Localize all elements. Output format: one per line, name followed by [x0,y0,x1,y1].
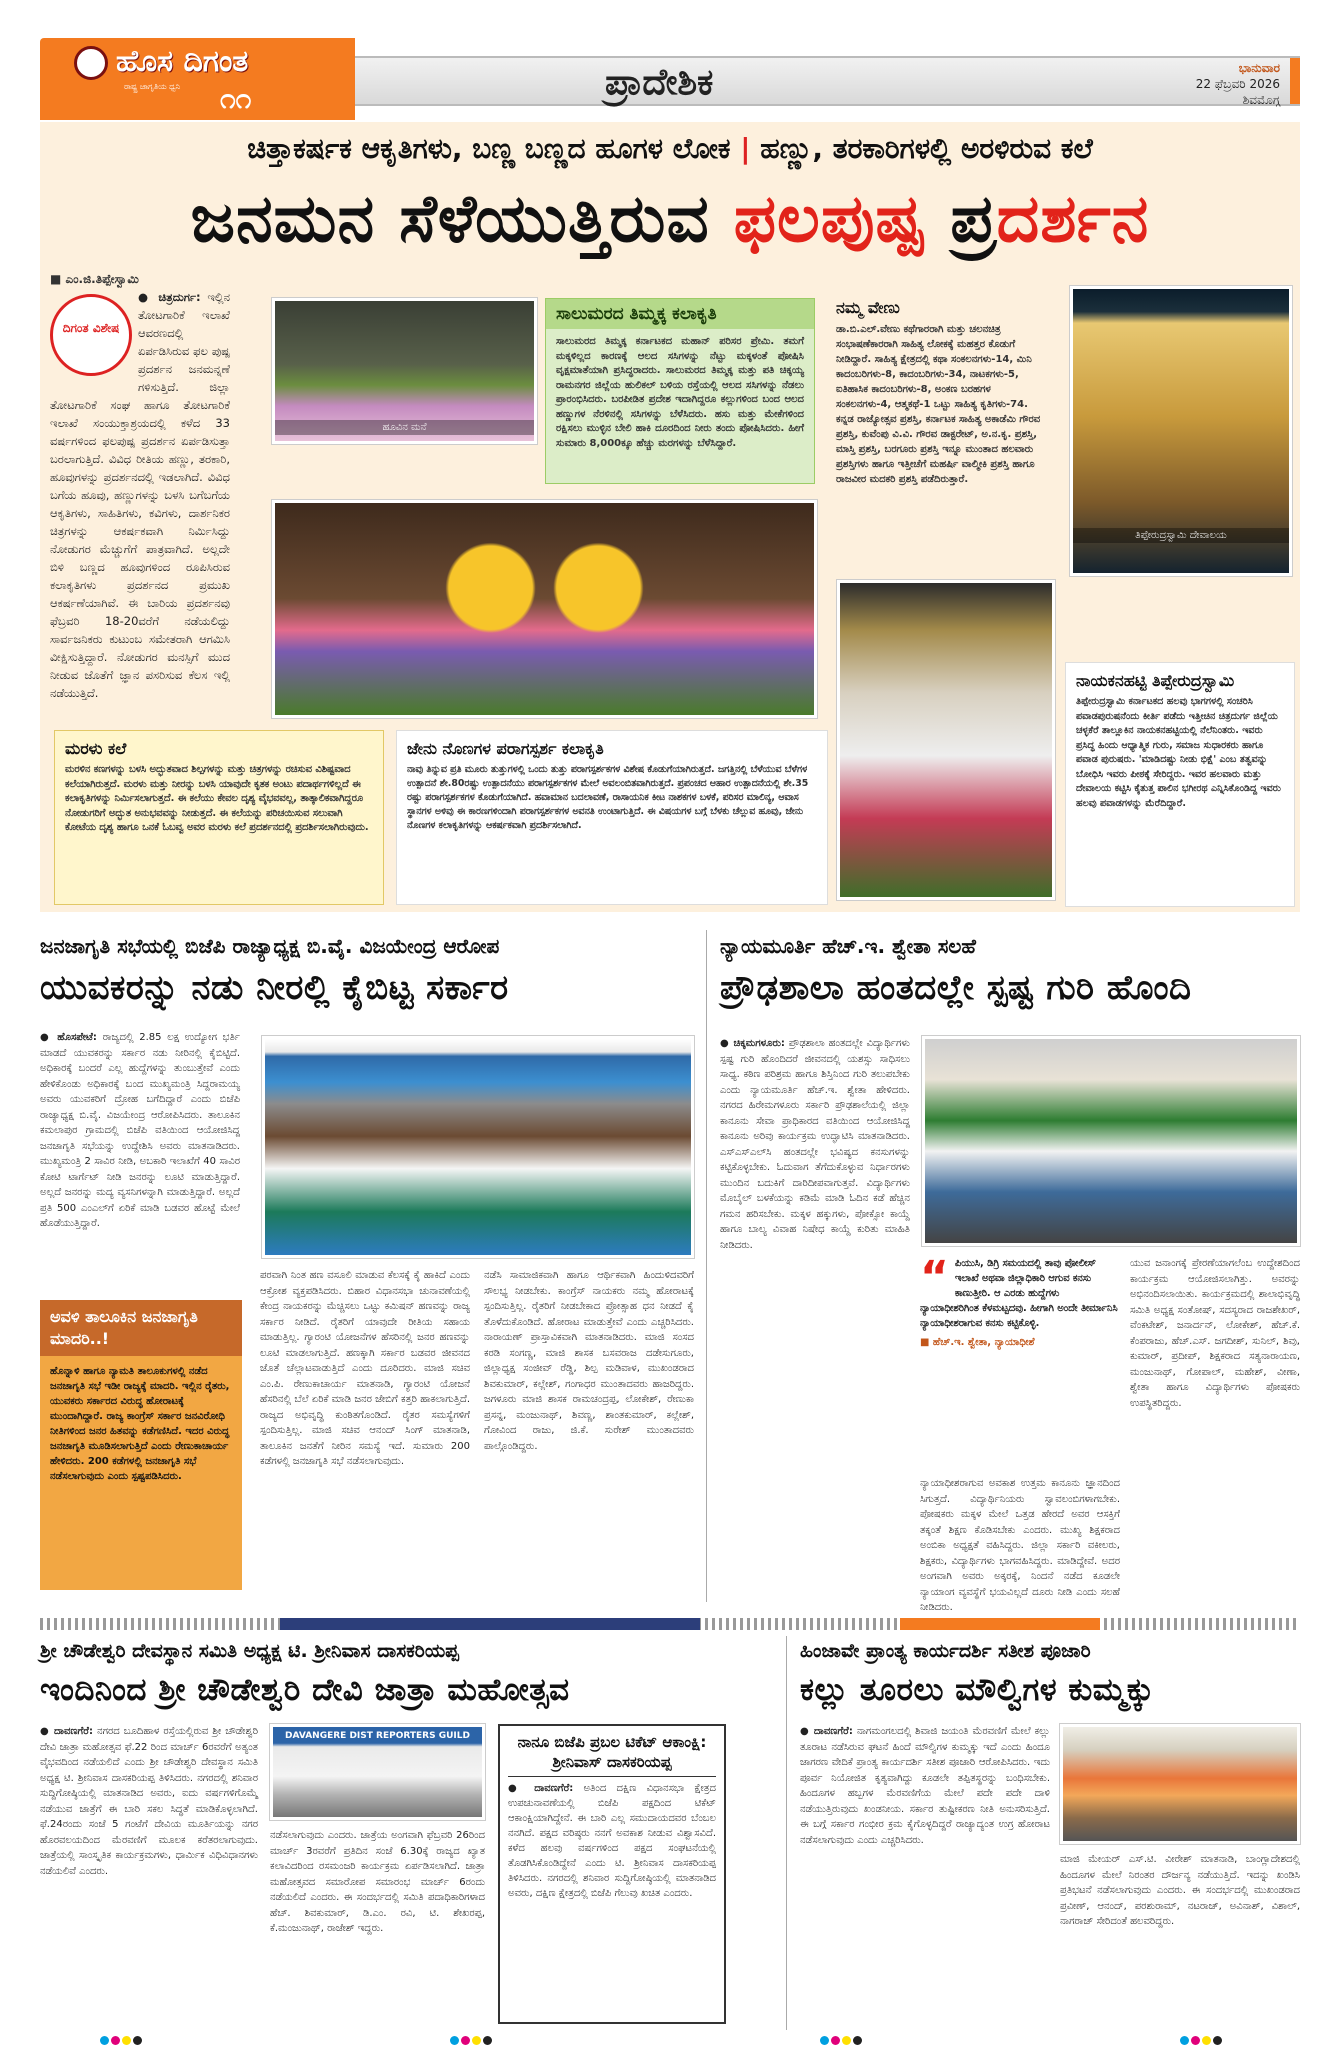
judge-quote [920,1252,1120,1471]
jenu-body: ನಾವು ತಿನ್ನುವ ಪ್ರತಿ ಮೂರು ತುತ್ತುಗಳಲ್ಲಿ ಒಂದು ತುತ್ತು ಪರಾಗಸ್ಪರ್ಶಕಗಳ ವಿಶೇಷ ಕೊಡುಗೆಯಾಗಿರುತ್ತದೆ. ಜಗತ್ತಿನಲ್ಲಿ ಬೆಳೆಯುವ ಬೆಳೆಗಳ ಉತ್ಪಾದನೆ ಶೇ.80ರಷ್ಟು ಉತ್ಪಾದನೆಯು ಪರಾಗಸ್ಪರ್ಶಕಗಳ ಮೇಲೆ ಅವಲಂಬಿತವಾಗಿರುತ್ತದೆ. ಪ್ರಪಂಚದ ಆಹಾರ ಉತ್ಪಾದನೆಯಲ್ಲಿ ಶೇ.35 ರಷ್ಟು ಪರಾಗಸ್ಪರ್ಶಕಗಳ ಕೊಡುಗೆಯಾಗಿದೆ. ಹವಾಮಾನ ಬದಲಾವಣೆ, ರಾಸಾಯನಿಕ ಕೀಟ ನಾಶಕಗಳ ಬಳಕೆ, ಪರಿಸರ ಮಾಲಿನ್ಯ, ಆವಾಸ ಸ್ಥಾನಗಳ ಅಳಿವು ಈ ಕಾರಣಗಳಿಂದಾಗಿ ಪರಾಗಸ್ಪರ್ಶಕಗಳ ಅವನತಿ ಉಂಟಾಗುತ್ತಿದೆ. ಈ ವಿಷಯಗಳ ಬಗ್ಗೆ ಬೆಳಕು ಚೆಲ್ಲುವ ಹೂವು, ಜೇನು ನೊಣಗಳ ಕಲಾಕೃತಿಗಳನ್ನು ಆಕರ್ಷಕವಾಗಿ ಪ್ರದರ್ಶಿಸಲಾಗಿದೆ. [407,764,809,831]
saalumarada-box [545,298,815,484]
judge-kicker: ನ್ಯಾಯಮೂರ್ತಿ ಹೆಚ್.ಇ. ಶ್ವೇತಾ ಸಲಹೆ [720,934,976,958]
feature-headline[interactable] [40,180,1300,259]
headline-part-b: ಫಲಪುಷ್ಪ [733,180,927,257]
photo-portrait-flowers[interactable] [837,580,1055,900]
bjp-sidebar-title: ಅವಳಿ ತಾಲೂಕಿನ ಜನಜಾಗೃತಿ ಮಾದರಿ..! [40,1300,242,1356]
feature-section [40,122,1300,912]
byline: ■ ಎಂ.ಜಿ.ತಿಪ್ಪೇಸ್ವಾಮಿ [50,272,139,286]
cmyk-registration-icon [450,2030,500,2040]
bjp-kicker: ಜನಜಾಗೃತಿ ಸಭೆಯಲ್ಲಿ ಬಿಜೆಪಿ ರಾಜ್ಯಾಧ್ಯಕ್ಷ ಬಿ.ವೈ. ವಿಜಯೇಂದ್ರ ಆರೋಪ [40,934,500,958]
kicker-separator: | [740,132,751,165]
date-block [1196,60,1280,108]
feature-body-text: ಇಲ್ಲಿನ ತೋಟಗಾರಿಕೆ ಇಲಾಖೆ ಆವರಣದಲ್ಲಿ ಏರ್ಪಡಿಸಿರುವ ಫಲ ಪುಷ್ಪ ಪ್ರದರ್ಶನ ಜನಮನ್ನಣೆ ಗಳಿಸುತ್ತಿದೆ. ಜಿಲ್ಲಾ ತೋಟಗಾರಿಕೆ ಸಂಘ ಹಾಗೂ ತೋಟಗಾರಿಕೆ ಇಲಾಖೆ ಸಂಯುಕ್ತಾಶ್ರಯದಲ್ಲಿ ಕಳೆದ 33 ವರ್ಷಗಳಿಂದ ಫಲಪುಷ್ಪ ಪ್ರದರ್ಶನ ಏರ್ಪಡಿಸುತ್ತಾ ಬರಲಾಗುತ್ತಿದೆ. ವಿವಿಧ ರೀತಿಯ ಹಣ್ಣು, ತರಕಾರಿ, ಹೂವುಗಳನ್ನು ಪ್ರದರ್ಶನದಲ್ಲಿ ಇಡಲಾಗಿದೆ. ವಿವಿಧ ಬಗೆಯ ಹೂವು, ಹಣ್ಣುಗಳನ್ನು ಬಳಸಿ ಬಗೆಬಗೆಯ ಆಕೃತಿಗಳು, ಸಾಹಿತಿಗಳು, ಕವಿಗಳು, ದಾರ್ಶನಿಕರ ಚಿತ್ರಗಳನ್ನು ಆಕರ್ಷಕವಾಗಿ ನಿರ್ಮಿಸಿದ್ದು ನೋಡುಗರ ಮೆಚ್ಚುಗೆಗೆ ಪಾತ್ರವಾಗಿದೆ. ಅಲ್ಲದೇ ಬಿಳಿ ಬಣ್ಣದ ಹೂವುಗಳಿಂದ ರೂಪಿಸಿರುವ ಕಲಾಕೃತಿಗಳು ಪ್ರದರ್ಶನದ ಪ್ರಮುಖ ಆಕರ್ಷಣೆಯಾಗಿವೆ. ಈ ಬಾರಿಯ ಪ್ರದರ್ಶನವು ಫೆಬ್ರವರಿ 18-20ವರೆಗೆ ನಡೆಯಲಿದ್ದು ಸಾರ್ವಜನಿಕರು ಕುಟುಂಬ ಸಮೇತರಾಗಿ ಆಗಮಿಸಿ ವೀಕ್ಷಿಸುತ್ತಿದ್ದಾರೆ. ನೋಡುಗರ ಮನಸ್ಸಿಗೆ ಮುದ ನೀಡುವ ಜೊತೆಗೆ ಜ್ಞಾನ ಪಸರಿಸುವ ಕೆಲಸ ಇಲ್ಲಿ ನಡೆಯುತ್ತಿದೆ. [50,290,230,700]
ticket-inset [498,1724,726,2024]
rally-kicker: ಹಿಂಜಾವೇ ಪ್ರಾಂತ್ಯ ಕಾರ್ಯದರ್ಶಿ ಸತೀಶ ಪೂಜಾರಿ [800,1640,1091,1662]
headline-part-d: ದರ್ಶನ [996,180,1150,257]
jenu-title: ಜೇನು ನೊಣಗಳ ಪರಾಗಸ್ಪರ್ಶ ಕಲಾಕೃತಿ [407,739,604,758]
photo-bee-flowers[interactable] [272,500,817,718]
bjp-headline[interactable]: ಯುವಕರನ್ನು ನಡು ನೀರಲ್ಲಿ ಕೈಬಿಟ್ಟ ಸರ್ಕಾರ [40,968,509,1008]
kicker-right: ಹಣ್ಣು, ತರಕಾರಿಗಳಲ್ಲಿ ಅರಳಿರುವ ಕಲೆ [760,132,1093,165]
day-label: ಭಾನುವಾರ [1238,61,1280,75]
photo-press-meet[interactable] [270,1724,485,1820]
rally-col1 [800,1724,1050,2024]
rally-col1-text: ನಾಗಮಂಗಲದಲ್ಲಿ ಶಿವಾಜಿ ಜಯಂತಿ ಮೆರವಣಿಗೆ ಮೇಲೆ ಕಲ್ಲು ತೂರಾಟ ನಡೆಸಿರುವ ಘಟನೆ ಹಿಂದೆ ಮೌಲ್ವಿಗಳ ಕುಮ್ಮಕ್ಕು ಇದೆ ಎಂದು ಹಿಂದೂ ಜಾಗರಣ ವೇದಿಕೆ ಪ್ರಾಂತ್ಯ ಕಾರ್ಯದರ್ಶಿ ಸತೀಶ ಪೂಜಾರಿ ಆರೋಪಿಸಿದರು. ಇದು ಪೂರ್ವ ನಿಯೋಜಿತ ಕೃತ್ಯವಾಗಿದ್ದು ಕೂಡಲೇ ತಪ್ಪಿತಸ್ಥರನ್ನು ಬಂಧಿಸಬೇಕು. ಹಿಂದೂಗಳ ಹಬ್ಬಗಳ ಮೆರವಣಿಗೆಯ ಮೇಲೆ ಪದೇ ಪದೇ ದಾಳಿ ನಡೆಯುತ್ತಿರುವುದು ಖಂಡನೀಯ. ಸರ್ಕಾರ ತುಷ್ಟೀಕರಣ ನೀತಿ ಅನುಸರಿಸುತ್ತಿದೆ. ಈ ಬಗ್ಗೆ ಸರ್ಕಾರ ಗಂಭೀರ ಕ್ರಮ ಕೈಗೊಳ್ಳದಿದ್ದರೆ ರಾಜ್ಯಾದ್ಯಂತ ಉಗ್ರ ಹೋರಾಟ ನಡೆಸಲಾಗುವುದು ಎಂದು ಎಚ್ಚರಿಸಿದರು. [800,1726,1050,1846]
marulu-box [54,730,384,905]
temple-headline[interactable]: ಇಂದಿನಿಂದ ಶ್ರೀ ಚೌಡೇಶ್ವರಿ ದೇವಿ ಜಾತ್ರಾ ಮಹೋತ್ಸವ [40,1672,570,1708]
temple-kicker: ಶ್ರೀ ಚೌಡೇಶ್ವರಿ ದೇವಸ್ಥಾನ ಸಮಿತಿ ಅಧ್ಯಕ್ಷ ಟಿ. ಶ್ರೀನಿವಾಸ ದಾಸಕರಿಯಪ್ಪ [40,1640,459,1662]
namma-venu-box [830,294,1048,562]
section-divider [40,1618,1300,1630]
column-divider [706,930,707,1602]
judge-col1-text: ಪ್ರೌಢಶಾಲಾ ಹಂತದಲ್ಲೇ ವಿದ್ಯಾರ್ಥಿಗಳು ಸ್ಪಷ್ಟ ಗುರಿ ಹೊಂದಿದರೆ ಜೀವನದಲ್ಲಿ ಯಶಸ್ಸು ಸಾಧಿಸಲು ಸಾಧ್ಯ. ಕಠಿಣ ಪರಿಶ್ರಮ ಹಾಗೂ ಶಿಸ್ತಿನಿಂದ ಗುರಿ ತಲುಪಬೇಕು ಎಂದು ನ್ಯಾಯಮೂರ್ತಿ ಹೆಚ್.ಇ. ಶ್ವೇತಾ ಹೇಳಿದರು. ನಗರದ ಹಿರೇಮಗಳೂರು ಸರ್ಕಾರಿ ಪ್ರೌಢಶಾಲೆಯಲ್ಲಿ ಜಿಲ್ಲಾ ಕಾನೂನು ಸೇವಾ ಪ್ರಾಧಿಕಾರದ ವತಿಯಿಂದ ಆಯೋಜಿಸಿದ್ದ ಕಾನೂನು ಅರಿವು ಕಾರ್ಯಕ್ರಮ ಉದ್ಘಾಟಿಸಿ ಮಾತನಾಡಿದರು. ಎಸ್‌ಎಸ್‌ಎಲ್‌ಸಿ ಹಂತದಲ್ಲೇ ಭವಿಷ್ಯದ ಕನಸುಗಳನ್ನು ಕಟ್ಟಿಕೊಳ್ಳಬೇಕು. ಓದುವಾಗ ತೆಗೆದುಕೊಳ್ಳುವ ನಿರ್ಧಾರಗಳು ಮುಂದಿನ ಬದುಕಿಗೆ ದಾರಿದೀಪವಾಗುತ್ತವೆ. ವಿದ್ಯಾರ್ಥಿಗಳು ಮೊಬೈಲ್ ಬಳಕೆಯನ್ನು ಕಡಿಮೆ ಮಾಡಿ ಓದಿನ ಕಡೆ ಹೆಚ್ಚಿನ ಗಮನ ಹರಿಸಬೇಕು. ಮಕ್ಕಳ ಹಕ್ಕುಗಳು, ಪೋಕ್ಸೋ ಕಾಯ್ದೆ ಹಾಗೂ ಬಾಲ್ಯ ವಿವಾಹ ನಿಷೇಧ ಕಾಯ್ದೆ ಕುರಿತು ಮಾಹಿತಿ ನೀಡಿದರು. [720,1038,910,1251]
tower-caption: ತಿಪ್ಪೇರುದ್ರಸ್ವಾಮಿ ದೇವಾಲಯ [1073,528,1289,543]
section-bar [355,56,1300,106]
bjp-col2: ಪರವಾಗಿ ನಿಂತ ಹಣ ವಸೂಲಿ ಮಾಡುವ ಕೆಲಸಕ್ಕೆ ಕೈ ಹಾಕಿದೆ ಎಂದು ಆಕ್ರೋಶ ವ್ಯಕ್ತಪಡಿಸಿದರು. ಬಿಹಾರ ವಿಧಾನಸಭಾ ಚುನಾವಣೆಯಲ್ಲಿ ಕೇಂದ್ರ ನಾಯಕರನ್ನು ಮೆಚ್ಚಿಸಲು ಒಟ್ಟು ಕಮಿಷನ್ ಹಣವನ್ನು ರಾಜ್ಯ ಸರ್ಕಾರ ನೀಡಿದೆ. ರೈತರಿಗೆ ಯಾವುದೇ ರೀತಿಯ ಸಹಾಯ ಮಾಡುತ್ತಿಲ್ಲ. ಗ್ಯಾರಂಟಿ ಯೋಜನೆಗಳ ಹೆಸರಿನಲ್ಲಿ ಜನರ ಹಣವನ್ನು ಲೂಟಿ ಮಾಡಲಾಗುತ್ತಿದೆ. ಹಣಕ್ಕಾಗಿ ಸರ್ಕಾರ ಬಡವರ ಜೀವನದ ಜೊತೆ ಚೆಲ್ಲಾಟವಾಡುತ್ತಿದೆ ಎಂದು ದೂರಿದರು. ಮಾಜಿ ಸಚಿವ ಎಂ.ಪಿ. ರೇಣುಕಾಚಾರ್ಯ ಮಾತನಾಡಿ, ಗ್ಯಾರಂಟಿ ಯೋಜನೆ ಹೆಸರಿನಲ್ಲಿ ಬೆಲೆ ಏರಿಕೆ ಮಾಡಿ ಜನರ ಜೇಬಿಗೆ ಕತ್ತರಿ ಹಾಕಲಾಗುತ್ತಿದೆ. ರಾಜ್ಯದ ಅಭಿವೃದ್ಧಿ ಕುಂಠಿತಗೊಂಡಿದೆ. ರೈತರ ಸಮಸ್ಯೆಗಳಿಗೆ ಸ್ಪಂದಿಸುತ್ತಿಲ್ಲ. ಮಾಜಿ ಸಚಿವ ಆನಂದ್ ಸಿಂಗ್ ಮಾತನಾಡಿ, ತಾಲೂಕಿನ ಜನತೆಗೆ ನೀರಿನ ಸಮಸ್ಯೆ ಇದೆ. ಸುಮಾರು 200 ಕಡೆಗಳಲ್ಲಿ ಜನಜಾಗೃತಿ ಸಭೆ ನಡೆಸಲಾಗುವುದು. [260,1270,470,1467]
inset-body [508,1781,716,1901]
judge-headline[interactable]: ಪ್ರೌಢಶಾಲಾ ಹಂತದಲ್ಲೇ ಸ್ಪಷ್ಟ ಗುರಿ ಹೊಂದಿ [720,968,1192,1008]
logo-title: ಹೊಸ ದಿಗಂತ [116,44,249,79]
newspaper-logo[interactable] [40,38,355,120]
page-number: ೧೧ [220,82,252,115]
photo-bjp-event[interactable] [262,1036,694,1258]
divider-orange [900,1618,1100,1630]
inset-body-text: ಅತಿಂದ ದಕ್ಷಿಣ ವಿಧಾನಸಭಾ ಕ್ಷೇತ್ರದ ಉಪಚುನಾವಣೆಯಲ್ಲಿ ಬಿಜೆಪಿ ಪಕ್ಷದಿಂದ ಟಿಕೆಟ್ ಆಕಾಂಕ್ಷಿಯಾಗಿದ್ದೇನೆ. ಈ ಬಾರಿ ಎಲ್ಲ ಸಮುದಾಯದವರ ಬೆಂಬಲ ನನಗಿದೆ. ಪಕ್ಷದ ವರಿಷ್ಠರು ನನಗೆ ಅವಕಾಶ ನೀಡುವ ವಿಶ್ವಾಸವಿದೆ. ಕಳೆದ ಹಲವು ವರ್ಷಗಳಿಂದ ಪಕ್ಷದ ಸಂಘಟನೆಯಲ್ಲಿ ತೊಡಗಿಸಿಕೊಂಡಿದ್ದೇನೆ ಎಂದು ಟಿ. ಶ್ರೀನಿವಾಸ ದಾಸಕರಿಯಪ್ಪ ತಿಳಿಸಿದರು. ನಗರದಲ್ಲಿ ಶನಿವಾರ ಸುದ್ದಿಗೋಷ್ಠಿಯಲ್ಲಿ ಮಾತನಾಡಿದ ಅವರು, ದಕ್ಷಿಣ ಕ್ಷೇತ್ರದಲ್ಲಿ ಬಿಜೆಪಿ ಗೆಲುವು ಖಚಿತ ಎಂದರು. [508,1783,716,1899]
nayakanahatti-body: ತಿಪ್ಪೇರುದ್ರಸ್ವಾಮಿ ಕರ್ನಾಟಕದ ಹಲವು ಭಾಗಗಳಲ್ಲಿ ಸಂಚರಿಸಿ ಪವಾಡಪುರುಷನೆಂದು ಕೀರ್ತಿ ಪಡೆದು ಇತ್ತೀಚಿನ ಚಿತ್ರದುರ್ಗ ಜಿಲ್ಲೆಯ ಚಳ್ಳಕೆರೆ ತಾಲ್ಲೂಕಿನ ನಾಯಕನಹಟ್ಟಿಯಲ್ಲಿ ನೆಲೆನಿಂತರು. ಇವರು ಪ್ರಸಿದ್ಧ ಹಿಂದು ಆಧ್ಯಾತ್ಮಿಕ ಗುರು, ಸಮಾಜ ಸುಧಾರಕರು ಹಾಗೂ ಪವಾಡ ಪುರುಷರು. 'ಮಾಡಿದಷ್ಟು ನೀಡು ಭಿಕ್ಷೆ' ಎಂಬ ತತ್ವವನ್ನು ಬೋಧಿಸಿ ಇವರು ಪೀಠಕ್ಕೆ ಸೇರಿದ್ದರು. ಇವರ ಹಲವಾರು ಮತ್ತು ದೇವಾಲಯ ಕಟ್ಟಿಸಿ ಕೈತುತ್ತ ಪಾಲಿನ ಭಗೀರಥ ಎನ್ನಿಸಿಕೊಂಡಿದ್ದ ಇವರು ಹಲವು ಪವಾಡಗಳನ್ನು ಮೆರೆದಿದ್ದಾರೆ. [1076,696,1281,809]
bjp-sidebar [40,1300,242,1590]
temple-lead-place: ● ದಾವಣಗೆರೆ: [40,1726,93,1737]
marulu-title: ಮರಳು ಕಲೆ [65,739,127,758]
photo-temple-tower[interactable] [1070,286,1292,576]
photo-caption: ಹೂವಿನ ಮನೆ [275,420,534,435]
edge-strip [1290,58,1300,104]
feature-kicker [40,132,1300,166]
temple-col2: ನಡೆಸಲಾಗುವುದು ಎಂದರು. ಜಾತ್ರೆಯ ಅಂಗವಾಗಿ ಫೆಬ್ರವರಿ 26ರಿಂದ ಮಾರ್ಚ್ 3ರವರೆಗೆ ಪ್ರತಿದಿನ ಸಂಜೆ 6.30ಕ್ಕೆ ರಾಜ್ಯದ ಖ್ಯಾತ ಕಲಾವಿದರಿಂದ ರಸಮಂಜರಿ ಕಾರ್ಯಕ್ರಮ ಏರ್ಪಡಿಸಲಾಗಿದೆ. ಜಾತ್ರಾ ಮಹೋತ್ಸವದ ಸಮಾರೋಪ ಸಮಾರಂಭ ಮಾರ್ಚ್ 6ರಂದು ನಡೆಯಲಿದೆ ಎಂದರು. ಈ ಸಂದರ್ಭದಲ್ಲಿ ಸಮಿತಿ ಪದಾಧಿಕಾರಿಗಳಾದ ಹೆಚ್. ಶಿವಕುಮಾರ್, ಡಿ.ಎಂ. ರವಿ, ಟಿ. ಶೇಖರಪ್ಪ, ಕೆ.ಮಂಜುನಾಥ್, ರಾಜೇಶ್ ಇದ್ದರು. [270,1830,485,1934]
bjp-col1 [40,1030,240,1292]
marulu-body: ಮರಳಿನ ಕಣಗಳನ್ನು ಬಳಸಿ ಅದ್ಭುತವಾದ ಶಿಲ್ಪಗಳನ್ನು ಮತ್ತು ಚಿತ್ರಗಳನ್ನು ರಚಿಸುವ ವಿಶಿಷ್ಟವಾದ ಕಲೆಯಾಗಿರುತ್ತದೆ. ಮರಳು ಮತ್ತು ನೀರನ್ನು ಬಳಸಿ ಯಾವುದೇ ಕೃತಕ ಅಂಟು ಪದಾರ್ಥಗಳಿಲ್ಲದೆ ಈ ಕಲಾಕೃತಿಗಳನ್ನು ನಿರ್ಮಿಸಲಾಗುತ್ತದೆ. ಈ ಕಲೆಯು ಕೇವಲ ದೃಶ್ಯ ವೈಭವವಲ್ಲ, ತಾತ್ಕಾಲಿಕವಾಗಿದ್ದರೂ ನೋಡುಗರಿಗೆ ಅದ್ಭುತ ಅನುಭವವನ್ನು ನೀಡುತ್ತದೆ. ಈ ಕಲೆಯನ್ನು ಪರಿಚಯಿಸುವ ಸಲುವಾಗಿ ಕೋಟೆಯ ದೃಶ್ಯ ಹಾಗೂ ಒನಕೆ ಓಬವ್ವ ಅವರ ಮರಳು ಕಲೆ ಪ್ರದರ್ಶನದಲ್ಲಿ ಪ್ರದರ್ಶಿಸಲಾಗಿರುವುದು. [65,764,369,834]
photo-rally[interactable] [1060,1724,1300,1844]
bjp-lead-place: ● ಹೊಸಪೇಟೆ: [40,1032,97,1043]
jenu-box [396,730,828,905]
divider-blue [280,1618,700,1630]
judge-col2: ನ್ಯಾಯಾಧೀಶರಾಗುವ ಅವಕಾಶ ಉತ್ತಮ ಕಾನೂನು ಜ್ಞಾನದಿಂದ ಸಿಗುತ್ತದೆ. ವಿದ್ಯಾರ್ಥಿನಿಯರು ಸ್ವಾವಲಂಬಿಗಳಾಗಬೇಕು. ಪೋಷಕರು ಮಕ್ಕಳ ಮೇಲೆ ಒತ್ತಡ ಹೇರದೆ ಅವರ ಆಸಕ್ತಿಗೆ ತಕ್ಕಂತೆ ಶಿಕ್ಷಣ ಕೊಡಿಸಬೇಕು ಎಂದರು. ಮುಖ್ಯ ಶಿಕ್ಷಕರಾದ ಅಂಬಿಕಾ ಅಧ್ಯಕ್ಷತೆ ವಹಿಸಿದ್ದರು. ಜಿಲ್ಲಾ ಸರ್ಕಾರಿ ವಕೀಲರು, ಶಿಕ್ಷಕರು, ವಿದ್ಯಾರ್ಥಿಗಳು ಭಾಗವಹಿಸಿದ್ದರು. ಮಾಡಿದ್ದೇವೆ. ಅದರ ಅಂಗವಾಗಿ ಅವರು ಅಕ್ಕರಕ್ಕೆ, ನಿಂದನೆ ನಡೆದ ಕೂಡಲೇ ನ್ಯಾಯಾಂಗ ವ್ಯವಸ್ಥೆಗೆ ಭಯವಿಲ್ಲದೆ ದೂರು ನೀಡಿ ಎಂದು ಸಲಹೆ ನೀಡಿದರು. [920,1478,1120,1613]
saalumarada-title: ಸಾಲುಮರದ ತಿಮ್ಮಕ್ಕ ಕಲಾಕೃತಿ [546,299,814,329]
headline-part-a: ಜನಮನ ಸೆಳೆಯುತ್ತಿರುವ [190,180,734,257]
judge-col1 [720,1036,910,1598]
inset-title: ನಾನೂ ಬಿಜೆಪಿ ಪ್ರಬಲ ಟಿಕೆಟ್ ಆಕಾಂಕ್ಷಿ: ಶ್ರೀನಿವಾಸ್ ದಾಸಕರಿಯಪ್ಪ [508,1732,716,1777]
nayakanahatti-box [1065,662,1295,907]
photo-banner: DAVANGERE DIST REPORTERS GUILD [285,1731,470,1741]
headline-part-c: ಪ್ರ [926,180,997,257]
judge-col3: ಯುವ ಜನಾಂಗಕ್ಕೆ ಪ್ರೇರಣೆಯಾಗಲೆಂಬ ಉದ್ದೇಶದಿಂದ ಕಾರ್ಯಕ್ರಮ ಆಯೋಜಿಸಲಾಗಿತ್ತು. ಅವರನ್ನು ಅಭಿನಂದಿಸಲಾಯಿತು. ಕಾರ್ಯಕ್ರಮದಲ್ಲಿ ಶಾಲಾಭಿವೃದ್ಧಿ ಸಮಿತಿ ಅಧ್ಯಕ್ಷ ಸಂತೋಷ್, ಸದಸ್ಯರಾದ ರಾಜಶೇಖರ್, ವೆಂಕಟೇಶ್, ಜನಾರ್ದನ್, ಲೋಕೇಶ್, ಹೆಚ್.ಕೆ. ಕೆಂಪರಾಜು, ಹೆಚ್.ಎಸ್. ಜಗದೀಶ್, ಸುನಿಲ್, ಶಿವು, ಕುಮಾರ್, ಪ್ರದೀಪ್, ಶಿಕ್ಷಕರಾದ ಸತ್ಯನಾರಾಯಣ, ಮಂಜುನಾಥ್, ಗೋಪಾಲ್, ಮಹೇಶ್, ವೀಣಾ, ಶ್ವೇತಾ ಹಾಗೂ ವಿದ್ಯಾರ್ಥಿಗಳು ಪೋಷಕರು ಉಪಸ್ಥಿತರಿದ್ದರು. [1130,1258,1300,1409]
cmyk-registration-icon [820,2030,870,2040]
photo-judge-event[interactable] [922,1036,1300,1246]
kicker-left: ಚಿತ್ತಾಕರ್ಷಕ ಆಕೃತಿಗಳು, ಬಣ್ಣ ಬಣ್ಣದ ಹೂಗಳ ಲೋಕ [247,132,731,165]
photo-flower-house[interactable] [272,298,537,444]
section-title: ಪ್ರಾದೇಶಿಕ [605,62,714,103]
quote-author: ■ ಹೆಚ್.ಇ. ಶ್ವೇತಾ, ನ್ಯಾಯಾಧೀಶೆ [920,1337,1035,1348]
lead-place: ● ಚಿತ್ರದುರ್ಗ: [138,290,201,304]
judge-lead-place: ● ಚಿಕ್ಕಮಗಳೂರು: [720,1038,785,1049]
logo-lamp-icon [74,46,108,80]
temple-col1-text: ನಗರದ ಬೂದಿಹಾಳ ರಸ್ತೆಯಲ್ಲಿರುವ ಶ್ರೀ ಚೌಡೇಶ್ವರಿ ದೇವಿ ಜಾತ್ರಾ ಮಹೋತ್ಸವ ಫೆ.22 ರಿಂದ ಮಾರ್ಚ್ 6ರವರೆಗೆ ಅತ್ಯಂತ ವೈಭವದಿಂದ ನಡೆಯಲಿದೆ ಎಂದು ಶ್ರೀ ಚೌಡೇಶ್ವರಿ ದೇವಸ್ಥಾನ ಸಮಿತಿ ಅಧ್ಯಕ್ಷ ಟಿ. ಶ್ರೀನಿವಾಸ ದಾಸಕರಿಯಪ್ಪ ತಿಳಿಸಿದರು. ನಗರದಲ್ಲಿ ಶನಿವಾರ ಸುದ್ದಿಗೋಷ್ಠಿಯಲ್ಲಿ ಮಾತನಾಡಿದ ಅವರು, ಐದು ವರ್ಷಗಳಿಗೊಮ್ಮೆ ನಡೆಯುವ ಜಾತ್ರೆಗೆ ಈ ಬಾರಿ ಸಕಲ ಸಿದ್ಧತೆ ಮಾಡಿಕೊಳ್ಳಲಾಗಿದೆ. ಫೆ.24ರಂದು ಸಂಜೆ 5 ಗಂಟೆಗೆ ದೇವಿಯ ಮೂರ್ತಿಯನ್ನು ನಗರ ಹೊರವಲಯದಿಂದ ಮೆರವಣಿಗೆ ಮೂಲಕ ಕರೆತರಲಾಗುವುದು. ಜಾತ್ರೆಯಲ್ಲಿ ಸಾಂಸ್ಕೃತಿಕ ಕಾರ್ಯಕ್ರಮಗಳು, ಧಾರ್ಮಿಕ ವಿಧಿವಿಧಾನಗಳು ನಡೆಯಲಿವೆ ಎಂದರು. [40,1726,258,1877]
rally-headline[interactable]: ಕಲ್ಲು ತೂರಲು ಮೌಲ್ವಿಗಳ ಕುಮ್ಮಕ್ಕು [800,1672,1155,1708]
logo-tagline: ರಾಷ್ಟ್ರ ಜಾಗೃತಿಯ ಧ್ವನಿ [124,82,181,91]
column-divider-2 [786,1636,787,2030]
namma-venu-title: ನಮ್ಮ ವೇಣು [836,298,900,317]
date-label: 22 ಫೆಬ್ರವರಿ 2026 [1195,77,1280,91]
saalumarada-body: ಸಾಲುಮರದ ತಿಮ್ಮಕ್ಕ ಕರ್ನಾಟಕದ ಮಹಾನ್ ಪರಿಸರ ಪ್ರೇಮಿ. ತಮಗೆ ಮಕ್ಕಳಿಲ್ಲದ ಕಾರಣಕ್ಕೆ ಆಲದ ಸಸಿಗಳನ್ನು ನೆಟ್ಟು ಮಕ್ಕಳಂತೆ ಪೋಷಿಸಿ ವೃಕ್ಷಮಾತೆಯಾಗಿ ಪ್ರಸಿದ್ಧರಾದರು. ಸಾಲುಮರದ ತಿಮ್ಮಕ್ಕ ಮತ್ತು ಪತಿ ಚಿಕ್ಕಯ್ಯ ರಾಮನಗರ ಜಿಲ್ಲೆಯ ಹುಲಿಕಲ್ ಬಳಿಯ ರಸ್ತೆಯಲ್ಲಿ ಆಲದ ಸಸಿಗಳನ್ನು ನೆಡಲು ಪ್ರಾರಂಭಿಸಿದರು. ಬರಪೀಡಿತ ಪ್ರದೇಶ ಇದಾಗಿದ್ದರೂ ಕಲ್ಲುಗಳಿಂದ ಬಂದ ಆಲದ ಹಣ್ಣುಗಳ ನೆರಳಿನಲ್ಲಿ ಸಸಿಗಳನ್ನು ಬೆಳೆಸಿದರು. ಹಸು ಮತ್ತು ಮೇಕೆಗಳಿಂದ ರಕ್ಷಿಸಲು ಮುಳ್ಳಿನ ಬೇಲಿ ಹಾಕಿ ದೂರದಿಂದ ನೀರು ತಂದು ಪೋಷಿಸಿದರು. ಹೀಗೆ ಸುಮಾರು 8,000ಕ್ಕೂ ಹೆಚ್ಚು ಮರಗಳನ್ನು ಬೆಳೆಸಿದ್ದಾರೆ. [556,336,804,449]
bjp-col3: ನಡೆಸಿ ಸಾಮಾಜಿಕವಾಗಿ ಹಾಗೂ ಆರ್ಥಿಕವಾಗಿ ಹಿಂದುಳಿದವರಿಗೆ ಸೌಲಭ್ಯ ನೀಡಬೇಕು. ಕಾಂಗ್ರೆಸ್ ನಾಯಕರು ನಮ್ಮ ಹೋರಾಟಕ್ಕೆ ಸ್ಪಂದಿಸುತ್ತಿಲ್ಲ. ರೈತರಿಗೆ ನೀಡಬೇಕಾದ ಪ್ರೋತ್ಸಾಹ ಧನ ನೀಡದೆ ಕೈ ತೊಳೆದುಕೊಂಡಿದೆ. ಹೋರಾಟ ಮಾಡುತ್ತೇವೆ ಎಂದು ಎಚ್ಚರಿಸಿದರು. ನಾರಾಯಣ್ ಪ್ರಾಸ್ತಾವಿಕವಾಗಿ ಮಾತನಾಡಿದರು. ಮಾಜಿ ಸಂಸದ ಕರಡಿ ಸಂಗಣ್ಣ, ಮಾಜಿ ಶಾಸಕ ಬಸವರಾಜ ದಡೇಸುಗೂರು, ಜಿಲ್ಲಾಧ್ಯಕ್ಷ ಸಂಜೀವ್ ರೆಡ್ಡಿ, ಶಿಲ್ಪ ಮಡಿವಾಳ, ಮುಖಂಡರಾದ ಶಿವಕುಮಾರ್, ಕಲ್ಲೇಶ್, ಗಂಗಾಧರ ಮುಂತಾದವರು ಹಾಜರಿದ್ದರು. ಜಗಳೂರು ಮಾಜಿ ಶಾಸಕ ರಾಮಚಂದ್ರಪ್ಪ, ಲೋಕೇಶ್, ರೇಣುಕಾ ಪ್ರಸನ್ನ, ಮಂಜುನಾಥ್, ಶಿವಣ್ಣ, ಶಾಂತಕುಮಾರ್, ಕಲ್ಲೇಶ್, ಗೋವಿಂದ ರಾಜು, ಜಿ.ಕೆ. ಸುರೇಶ್ ಮುಂತಾದವರು ಪಾಲ್ಗೊಂಡಿದ್ದರು. [484,1270,694,1452]
quote-icon: “ [920,1252,949,1303]
temple-col1 [40,1724,258,2024]
inset-place: ● ದಾವಣಗೆರೆ: [508,1783,574,1794]
quote-text: ಪಿಯುಸಿ, ಡಿಗ್ರಿ ಸಮಯದಲ್ಲಿ ತಾವು ಪೋಲೀಸ್ ಇಲಾಖೆ ಅಥವಾ ಜಿಲ್ಲಾಧಿಕಾರಿ ಆಗುವ ಕನಸು ಕಾಣುತ್ತೀರಿ. ಆ ಎರಡು ಹುದ್ದೆಗಳು ನ್ಯಾಯಾಧೀಶರಿಗಿಂತ ಕೆಳಮಟ್ಟದವು. ಹೀಗಾಗಿ ಅಂದೇ ತೀರ್ಮಾನಿಸಿ ನ್ಯಾಯಾಧೀಶರಾಗುವ ಕನಸು ಕಟ್ಟಿಕೊಳ್ಳಿ. [920,1258,1118,1329]
namma-venu-body: ಡಾ.ಬಿ.ಎಲ್.ವೇಣು ಕಥೆಗಾರರಾಗಿ ಮತ್ತು ಚಲನಚಿತ್ರ ಸಂಭಾಷಣೆಕಾರರಾಗಿ ಸಾಹಿತ್ಯ ಲೋಕಕ್ಕೆ ಮಹತ್ತರ ಕೊಡುಗೆ ನೀಡಿದ್ದಾರೆ. ಸಾಹಿತ್ಯ ಕ್ಷೇತ್ರದಲ್ಲಿ ಕಥಾ ಸಂಕಲನಗಳು-14, ಮಿನಿ ಕಾದಂಬರಿಗಳು-8, ಕಾದಂಬರಿಗಳು-34, ನಾಟಕಗಳು-5, ಐತಿಹಾಸಿಕ ಕಾದಂಬರಿಗಳು-8, ಅಂಕಣ ಬರಹಗಳ ಸಂಕಲನಗಳು-4, ಆತ್ಮಕಥೆ-1 ಒಟ್ಟು ಸಾಹಿತ್ಯ ಕೃತಿಗಳು-74. ಕನ್ನಡ ರಾಜ್ಯೋತ್ಸವ ಪ್ರಶಸ್ತಿ, ಕರ್ನಾಟಕ ಸಾಹಿತ್ಯ ಅಕಾಡೆಮಿ ಗೌರವ ಪ್ರಶಸ್ತಿ, ಕುವೆಂಪು ವಿ.ವಿ. ಗೌರವ ಡಾಕ್ಟರೇಟ್, ಅ.ನ.ಕೃ. ಪ್ರಶಸ್ತಿ, ಮಾಸ್ತಿ ಪ್ರಶಸ್ತಿ, ಬರಗೂರು ಪ್ರಶಸ್ತಿ ಇನ್ನೂ ಮುಂತಾದ ಹಲವಾರು ಪ್ರಶಸ್ತಿಗಳು ಹಾಗೂ ಇತ್ತೀಚೆಗೆ ಮಹರ್ಷಿ ವಾಲ್ಮೀಕಿ ಪ್ರಶಸ್ತಿ ಹಾಗೂ ರಾಜವೀರ ಮದಕರಿ ಪ್ರಶಸ್ತಿ ಪಡೆದಿರುತ್ತಾರೆ. [836,324,1041,485]
cmyk-registration-icon [100,2030,150,2040]
rally-col2: ಮಾಜಿ ಮೇಯರ್ ಎಸ್.ಟಿ. ವೀರೇಶ್ ಮಾತನಾಡಿ, ಬಾಂಗ್ಲಾದೇಶದಲ್ಲಿ ಹಿಂದೂಗಳ ಮೇಲೆ ನಿರಂತರ ದೌರ್ಜನ್ಯ ನಡೆಯುತ್ತಿದೆ. ಇದನ್ನು ಖಂಡಿಸಿ ಪ್ರತಿಭಟನೆ ನಡೆಸಲಾಗುವುದು ಎಂದರು. ಈ ಸಂದರ್ಭದಲ್ಲಿ ಮುಖಂಡರಾದ ಪ್ರವೀಣ್, ಆನಂದ್, ಪರಶುರಾಮ್, ನಟರಾಜ್, ಅವಿನಾಶ್, ವಿಶಾಲ್, ನಾಗರಾಜ್ ಸೇರಿದಂತೆ ಹಲವರಿದ್ದರು. [1060,1854,1300,1927]
city-label: ಶಿವಮೊಗ್ಗ [1242,93,1280,107]
cmyk-registration-icon [1180,2030,1230,2040]
masthead [40,38,1300,120]
bjp-col1-text: ರಾಜ್ಯದಲ್ಲಿ 2.85 ಲಕ್ಷ ಉದ್ಯೋಗ ಭರ್ತಿ ಮಾಡದೆ ಯುವಕರನ್ನು ಸರ್ಕಾರ ನಡು ನೀರಿನಲ್ಲಿ ಕೈಬಿಟ್ಟಿದೆ. ಅಧಿಕಾರಕ್ಕೆ ಬಂದರೆ ಎಲ್ಲ ಹುದ್ದೆಗಳನ್ನು ತುಂಬುತ್ತೇವೆ ಎಂದು ಹೇಳಿಕೊಂಡು ಅಧಿಕಾರಕ್ಕೆ ಬಂದ ಮುಖ್ಯಮಂತ್ರಿ ಸಿದ್ದರಾಮಯ್ಯ ಅವರು ಯುವಕರಿಗೆ ದ್ರೋಹ ಬಗೆದಿದ್ದಾರೆ ಎಂದು ಬಿಜೆಪಿ ರಾಜ್ಯಾಧ್ಯಕ್ಷ ಬಿ.ವೈ. ವಿಜಯೇಂದ್ರ ಆರೋಪಿಸಿದರು. ತಾಲೂಕಿನ ಕಮಲಾಪುರ ಗ್ರಾಮದಲ್ಲಿ ಬಿಜೆಪಿ ವತಿಯಿಂದ ಆಯೋಜಿಸಿದ್ದ ಜನಜಾಗೃತಿ ಸಭೆಯನ್ನು ಉದ್ದೇಶಿಸಿ ಅವರು ಮಾತನಾಡಿದರು. ಮುಖ್ಯಮಂತ್ರಿ 2 ಸಾವಿರ ನೀಡಿ, ಅಬಕಾರಿ ಇಲಾಖೆಗೆ 40 ಸಾವಿರ ಕೋಟಿ ಟಾರ್ಗೆಟ್ ನೀಡಿ ಜನರನ್ನು ಲೂಟಿ ಮಾಡುತ್ತಿದ್ದಾರೆ. ಅಲ್ಲದೆ ಜನರನ್ನು ಮದ್ಯ ವ್ಯಸನಿಗಳನ್ನಾಗಿ ಮಾಡುತ್ತಿದ್ದಾರೆ. ಅಲ್ಲದೆ ಪ್ರತಿ 500 ಎಂಎಲ್‌ಗೆ ಏರಿಕೆ ಮಾಡಿ ಬಡವರ ಹೊಟ್ಟೆ ಮೇಲೆ ಹೊಡೆಯುತ್ತಿದ್ದಾರೆ. [40,1032,240,1229]
special-badge: ದಿಗಂತ ವಿಶೇಷ [50,294,132,376]
nayakanahatti-title: ನಾಯಕನಹಟ್ಟಿ ತಿಪ್ಪೇರುದ್ರಸ್ವಾಮಿ [1076,671,1235,690]
rally-lead-place: ● ದಾವಣಗೆರೆ: [800,1726,853,1737]
bjp-sidebar-body: ಹೊನ್ನಾಳಿ ಹಾಗೂ ನ್ಯಾಮತಿ ತಾಲೂಕುಗಳಲ್ಲಿ ನಡೆದ ಜನಜಾಗೃತಿ ಸಭೆ ಇಡೀ ರಾಜ್ಯಕ್ಕೆ ಮಾದರಿ. ಇಲ್ಲಿನ ರೈತರು, ಯುವಕರು ಸರ್ಕಾರದ ವಿರುದ್ಧ ಹೋರಾಟಕ್ಕೆ ಮುಂದಾಗಿದ್ದಾರೆ. ರಾಜ್ಯ ಕಾಂಗ್ರೆಸ್ ಸರ್ಕಾರ ಜನವಿರೋಧಿ ನೀತಿಗಳಿಂದ ಜನರ ಹಿತವನ್ನು ಕಡೆಗಣಿಸಿದೆ. ಇದರ ವಿರುದ್ಧ ಜನಜಾಗೃತಿ ಮೂಡಿಸಲಾಗುತ್ತಿದೆ ಎಂದು ರೇಣುಕಾಚಾರ್ಯ ಹೇಳಿದರು. 200 ಕಡೆಗಳಲ್ಲಿ ಜನಜಾಗೃತಿ ಸಭೆ ನಡೆಸಲಾಗುವುದು ಎಂದು ಸ್ಪಷ್ಟಪಡಿಸಿದರು. [50,1366,230,1482]
feature-body [50,288,230,702]
